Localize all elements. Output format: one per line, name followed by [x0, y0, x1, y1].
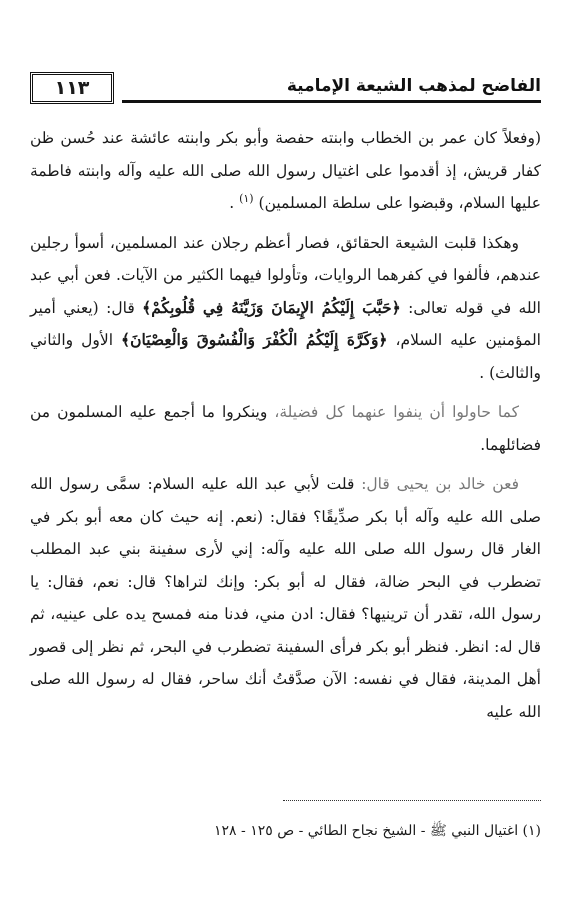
paragraph-3-text: وينكروا ما أجمع عليه المسلمون من فضائلهما.	[30, 403, 541, 454]
footnote-reference: (١)	[239, 191, 254, 205]
paragraph-2	[30, 227, 541, 390]
quran-verse-1: ﴿حَبَّبَ إِلَيْكُمُ الإِيمَانَ وَزَيَّنَهُ فِي قُلُوبِكُمْ﴾	[142, 297, 401, 317]
page-number-box: ١١٣	[30, 72, 114, 104]
running-title: الفاضح لمذهب الشيعة الإمامية	[286, 76, 541, 96]
paragraph-1-text: (وفعلاً كان عمر بن الخطاب وابنته حفصة وأبو بكر وابنته عائشة عند حُسن ظن كفار قريش، إذ أقدموا على اغتيال رسول الله صلى الله عليه وآله وابنته فاطمة عليها السلام، وقبضوا على سلطة المسلمين)	[30, 129, 541, 212]
running-header	[30, 72, 541, 114]
paragraph-2-text-c: الأول والثاني والثالث) .	[30, 331, 541, 382]
paragraph-2-text-b: قال: (يعني أمير المؤمنين عليه السلام،	[30, 298, 541, 349]
paragraph-2-text-a: وهكذا قلبت الشيعة الحقائق، فصار أعظم رجلان عند المسلمين، أسوأ رجلين عندهم، فألفوا في كفرهما الروايات، وتأولوا فيهما الكثير من الآيات. فعن أبي عبد الله في قوله تعالى:	[30, 233, 541, 317]
paragraph-1	[30, 122, 541, 220]
paragraph-4-text: قلت لأبي عبد الله عليه السلام: سمَّى رسول الله صلى الله عليه وآله أبا بكر صدِّيقًا؟ فقال: (نعم. إنه حيث كان معه أبو بكر في الغار قال رسول الله صلى الله عليه وآله: إني لأرى سفينة بني عبد المطلب تضطرب في البحر ضالة، فقال له أبو بكر: وإنك لتراها؟ قال: نعم، فقال: يا رسول الله، تقدر أن ترينيها؟ فقال: ادن مني، فدنا منه فمسح يده على عينيه، ثم قال له: انظر. فنظر أبو بكر فرأى السفينة تضطرب في البحر، ثم نظر إلى قصور أهل المدينة، فقال في نفسه: الآن صدَّقتُ أنك ساحر، فقال له رسول الله صلى الله عليه	[30, 475, 541, 721]
paragraph-4-faded-text: فعن خالد بن يحيى قال:	[361, 475, 519, 493]
paragraph-4	[30, 468, 541, 728]
paragraph-1-tail: .	[229, 194, 240, 212]
footnote: (١) اغتيال النبي ﷺ - الشيخ نجاح الطائي - ص ١٢٥ - ١٢٨	[213, 823, 541, 839]
footnote-divider	[283, 800, 541, 801]
main-text	[30, 122, 541, 735]
header-rule	[122, 100, 541, 103]
quran-verse-2: ﴿وَكَرَّهَ إِلَيْكُمُ الْكُفْرَ وَالْفُسُوقَ وَالْعِصْيَانَ﴾	[121, 330, 388, 349]
paragraph-3	[30, 396, 541, 461]
paragraph-3-faded-text: كما حاولوا أن ينفوا عنهما كل فضيلة،	[274, 403, 519, 421]
